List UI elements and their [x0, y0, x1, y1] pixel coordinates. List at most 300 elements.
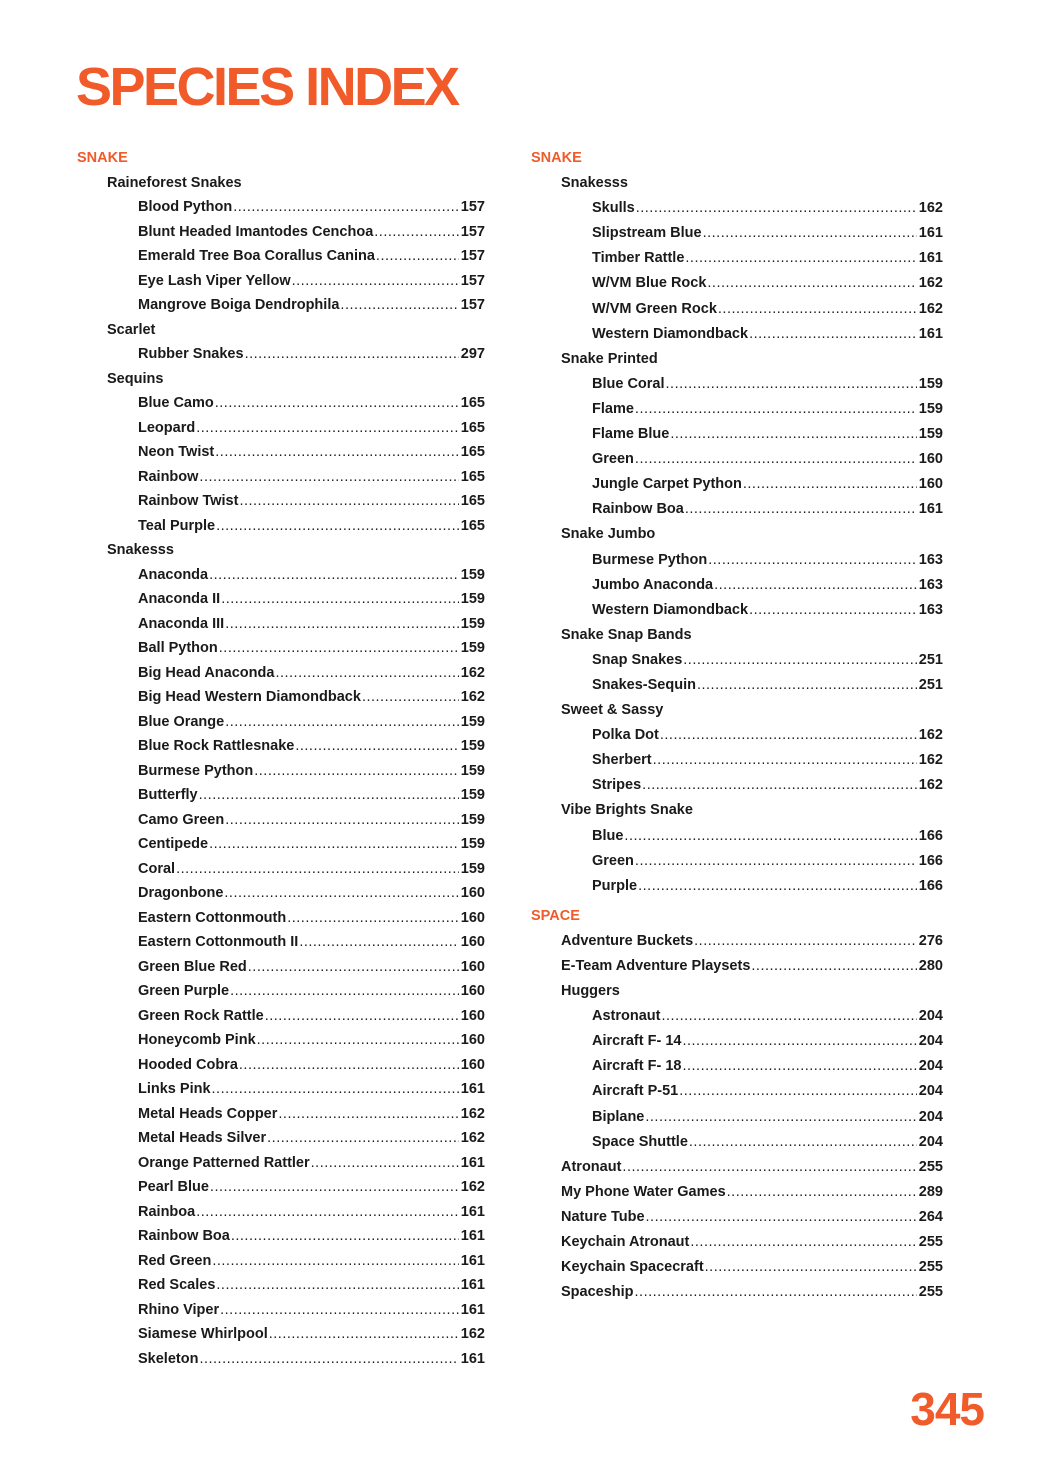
index-entry: [77, 710, 485, 735]
index-entry: [77, 293, 485, 318]
index-group-heading: Vibe Brights Snake: [561, 802, 693, 819]
dot-leader: [653, 748, 917, 773]
dot-leader: [751, 954, 916, 979]
dot-leader: [216, 514, 459, 539]
dot-leader: [749, 322, 917, 347]
index-entry-name: Western Diamondback: [592, 325, 749, 342]
index-entry-page: 204: [918, 1133, 943, 1150]
index-entry-page: 162: [460, 1326, 485, 1342]
index-entry-name: Slipstream Blue: [592, 225, 702, 242]
index-entry: [77, 416, 485, 441]
dot-leader: [269, 1322, 459, 1347]
dot-leader: [299, 930, 458, 955]
index-entry-name: Rainboa: [138, 1203, 196, 1220]
index-entry-page: 160: [918, 476, 943, 493]
index-entry-name: Centipede: [138, 836, 209, 852]
index-entry: [531, 874, 943, 899]
index-entry-page: 251: [918, 651, 943, 668]
dot-leader: [727, 1180, 917, 1205]
index-entry: [77, 1298, 485, 1323]
dot-leader: [292, 269, 459, 294]
index-entry-name: Siamese Whirlpool: [138, 1326, 268, 1342]
index-entry-name: Metal Heads Silver: [138, 1130, 267, 1146]
index-entry-page: 162: [918, 275, 943, 292]
index-entry-page: 165: [460, 444, 485, 460]
index-entry-page: 255: [918, 1158, 943, 1175]
index-entry: [531, 1079, 943, 1104]
index-entry-page: 159: [918, 375, 943, 392]
index-entry-name: Skeleton: [138, 1350, 199, 1367]
index-entry: [531, 1105, 943, 1130]
dot-leader: [278, 1102, 458, 1127]
dot-leader: [636, 196, 917, 221]
index-entry-name: Rainbow Twist: [138, 493, 239, 509]
index-entry-name: Green Blue Red: [138, 958, 247, 975]
index-entry-page: 160: [460, 958, 485, 975]
index-entry: [77, 759, 485, 784]
dot-leader: [362, 685, 459, 710]
index-entry: [77, 734, 485, 759]
index-group-heading: Sequins: [107, 370, 164, 387]
dot-leader: [248, 955, 459, 980]
dot-leader: [635, 849, 917, 874]
index-entry-page: 161: [918, 501, 943, 518]
index-entry-name: Rubber Snakes: [138, 346, 244, 362]
index-entry-name: Blue Coral: [592, 375, 665, 392]
index-entry: [531, 824, 943, 849]
index-entry-name: Leopard: [138, 419, 196, 436]
dot-leader: [682, 1029, 916, 1054]
index-entry-name: Eye Lash Viper Yellow: [138, 272, 291, 289]
index-entry: [77, 489, 485, 514]
index-category-heading: SNAKE: [77, 150, 128, 166]
index-entry-page: 160: [460, 909, 485, 926]
index-group-heading: Sweet & Sassy: [561, 702, 664, 719]
index-entry-page: 161: [460, 1252, 485, 1269]
index-entry-name: Anaconda: [138, 566, 209, 583]
dot-leader: [254, 759, 459, 784]
index-entry-page: 255: [918, 1234, 943, 1251]
index-entry-page: 165: [460, 468, 485, 485]
index-entry: [77, 1249, 485, 1274]
dot-leader: [646, 1205, 917, 1230]
index-entry: [531, 1180, 943, 1205]
index-entry-name: Blue Orange: [138, 713, 225, 730]
index-entry-name: Spaceship: [561, 1284, 634, 1301]
dot-leader: [685, 246, 916, 271]
index-entry-page: 276: [918, 932, 943, 949]
index-entry-page: 159: [460, 762, 485, 779]
dot-leader: [215, 440, 459, 465]
index-group-heading: Snakesss: [561, 175, 628, 192]
index-entry-name: Ball Python: [138, 640, 218, 656]
index-entry-page: 160: [460, 1007, 485, 1024]
index-entry: [77, 1053, 485, 1078]
dot-leader: [199, 465, 458, 490]
dot-leader: [670, 422, 916, 447]
index-group-heading: Snake Snap Bands: [561, 626, 692, 643]
index-entry-page: 162: [460, 1105, 485, 1122]
index-entry: [77, 1273, 485, 1298]
index-entry: [77, 465, 485, 490]
index-entry-page: 161: [460, 1154, 485, 1171]
dot-leader: [196, 1200, 459, 1225]
index-entry-page: 157: [460, 248, 485, 264]
index-entry-page: 160: [460, 1056, 485, 1073]
dot-leader: [635, 1280, 917, 1305]
dot-leader: [661, 1004, 916, 1029]
index-entry-name: Polka Dot: [592, 727, 659, 744]
index-entry: [77, 1102, 485, 1127]
index-entry-name: Orange Patterned Rattler: [138, 1154, 310, 1171]
index-entry-page: 289: [918, 1183, 943, 1200]
index-entry-page: 160: [918, 451, 943, 468]
dot-leader: [645, 1105, 916, 1130]
index-entry-page: 255: [918, 1284, 943, 1301]
index-entry-page: 159: [460, 811, 485, 828]
dot-leader: [212, 1077, 459, 1102]
index-entry-page: 166: [918, 827, 943, 844]
index-entry-name: Green: [592, 852, 634, 869]
dot-leader: [638, 874, 917, 899]
dot-leader: [690, 1230, 916, 1255]
dot-leader: [694, 929, 917, 954]
index-entry: [77, 1028, 485, 1053]
index-entry: [531, 447, 943, 472]
index-entry-name: Rhino Viper: [138, 1301, 220, 1318]
index-entry: [531, 1255, 943, 1280]
index-entry-name: Aircraft F- 14: [592, 1033, 682, 1050]
index-entry-page: 251: [918, 676, 943, 693]
index-entry: [531, 723, 943, 748]
index-entry: [77, 563, 485, 588]
index-group-heading: Scarlet: [107, 321, 156, 338]
index-entry-name: Timber Rattle: [592, 250, 685, 267]
index-group-heading: Snake Printed: [561, 350, 658, 367]
index-entry-name: Atronaut: [561, 1158, 622, 1175]
index-entry: [77, 1077, 485, 1102]
index-entry-page: 162: [460, 1179, 485, 1195]
index-entry-name: Burmese Python: [592, 551, 708, 568]
index-entry-name: Mangrove Boiga Dendrophila: [138, 297, 340, 313]
dot-leader: [265, 1004, 459, 1029]
index-entry-name: Rainbow Boa: [592, 501, 684, 518]
index-entry-page: 162: [918, 752, 943, 769]
index-entry-name: Flame Blue: [592, 426, 670, 443]
index-entry-page: 161: [460, 1228, 485, 1244]
index-entry-name: Emerald Tree Boa Corallus Canina: [138, 248, 375, 264]
dot-leader: [685, 497, 917, 522]
index-entry-name: Coral: [138, 860, 176, 877]
index-column-left: [77, 146, 485, 1371]
index-entry: [77, 342, 485, 367]
index-entry-page: 159: [460, 640, 485, 656]
index-entry-page: 162: [918, 727, 943, 744]
index-entry-name: Jumbo Anaconda: [592, 576, 714, 593]
dot-leader: [295, 734, 458, 759]
dot-leader: [225, 612, 459, 637]
dot-leader: [679, 1079, 917, 1104]
index-entry-page: 161: [460, 1277, 485, 1293]
index-entry-name: Blue Camo: [138, 395, 214, 411]
index-entry-page: 159: [460, 738, 485, 754]
index-entry: [77, 1347, 485, 1372]
index-entry: [77, 906, 485, 931]
index-entry: [531, 1155, 943, 1180]
index-entry: [531, 548, 943, 573]
dot-leader: [707, 271, 916, 296]
index-entry: [531, 221, 943, 246]
index-entry-page: 160: [460, 934, 485, 950]
index-entry: [77, 881, 485, 906]
index-group-heading: Snakesss: [107, 542, 174, 558]
index-entry-page: 264: [918, 1208, 943, 1225]
dot-leader: [708, 548, 917, 573]
dot-leader: [199, 1347, 458, 1372]
index-entry: [77, 1200, 485, 1225]
index-entry-name: Teal Purple: [138, 517, 216, 534]
dot-leader: [209, 563, 459, 588]
index-entry-name: Butterfly: [138, 787, 198, 803]
index-entry: [531, 849, 943, 874]
dot-leader: [705, 1255, 917, 1280]
index-entry: [77, 220, 485, 245]
index-entry-name: Adventure Buckets: [561, 932, 694, 949]
index-entry-name: Aircraft P-51: [592, 1083, 679, 1100]
dot-leader: [245, 342, 459, 367]
index-entry-page: 162: [460, 689, 485, 705]
index-entry-name: Stripes: [592, 777, 642, 794]
index-entry: [77, 391, 485, 416]
index-entry-page: 204: [918, 1008, 943, 1025]
dot-leader: [267, 1126, 459, 1151]
page-title: SPECIES INDEX: [76, 57, 458, 117]
dot-leader: [718, 297, 917, 322]
dot-leader: [311, 1151, 459, 1176]
index-entry: [77, 636, 485, 661]
index-entry-name: Blue Rock Rattlesnake: [138, 738, 295, 754]
dot-leader: [635, 397, 917, 422]
index-entry-page: 165: [460, 517, 485, 534]
dot-leader: [210, 1175, 459, 1200]
index-group-heading: Huggers: [561, 983, 620, 1000]
dot-leader: [199, 783, 459, 808]
index-entry-page: 159: [460, 836, 485, 852]
dot-leader: [697, 673, 917, 698]
index-entry-name: Hooded Cobra: [138, 1056, 238, 1073]
index-entry-page: 297: [460, 346, 485, 362]
dot-leader: [239, 489, 458, 514]
index-entry: [531, 1054, 943, 1079]
index-entry-page: 157: [460, 199, 485, 215]
index-entry-name: Camo Green: [138, 811, 225, 828]
index-entry-name: Blood Python: [138, 199, 233, 215]
index-entry-name: Green Rock Rattle: [138, 1007, 264, 1024]
index-entry-page: 280: [918, 958, 943, 974]
dot-leader: [231, 1224, 459, 1249]
index-entry-page: 163: [918, 551, 943, 568]
index-entry-page: 162: [918, 777, 943, 794]
index-entry-page: 166: [918, 852, 943, 869]
index-entry-page: 161: [918, 225, 943, 242]
index-entry-name: Astronaut: [592, 1008, 661, 1025]
index-entry: [77, 1151, 485, 1176]
index-entry-name: Red Green: [138, 1252, 212, 1269]
index-entry-page: 165: [460, 395, 485, 411]
dot-leader: [219, 636, 459, 661]
index-entry-name: Flame: [592, 400, 634, 417]
index-entry-name: Big Head Western Diamondback: [138, 689, 361, 705]
index-entry: [531, 497, 943, 522]
index-entry-name: W/VM Green Rock: [592, 300, 717, 317]
index-entry: [531, 929, 943, 954]
index-entry: [531, 422, 943, 447]
dot-leader: [221, 587, 459, 612]
dot-leader: [666, 372, 917, 397]
dot-leader: [642, 773, 917, 798]
page-number: 345: [910, 1383, 984, 1435]
index-entry: [531, 954, 943, 979]
index-entry-page: 161: [460, 1301, 485, 1318]
index-entry-name: Anaconda II: [138, 591, 221, 607]
index-entry: [77, 832, 485, 857]
index-category-heading: SPACE: [531, 907, 580, 924]
index-entry-name: Snakes-Sequin: [592, 676, 696, 693]
index-entry-name: Sherbert: [592, 752, 652, 769]
dot-leader: [230, 979, 459, 1004]
index-entry: [531, 397, 943, 422]
index-entry-page: 159: [918, 426, 943, 443]
index-entry-name: Aircraft F- 18: [592, 1058, 682, 1075]
index-entry: [531, 322, 943, 347]
index-entry-page: 166: [918, 877, 943, 894]
index-entry: [77, 244, 485, 269]
index-entry: [531, 1230, 943, 1255]
index-entry: [77, 269, 485, 294]
index-entry: [77, 1004, 485, 1029]
index-entry-page: 159: [460, 860, 485, 877]
index-entry-name: Dragonbone: [138, 885, 224, 901]
index-entry: [531, 673, 943, 698]
index-entry: [531, 1004, 943, 1029]
dot-leader: [220, 1298, 459, 1323]
index-entry-page: 161: [460, 1081, 485, 1097]
index-entry: [77, 685, 485, 710]
dot-leader: [682, 1054, 916, 1079]
index-entry-page: 204: [918, 1108, 943, 1125]
index-entry: [531, 598, 943, 623]
dot-leader: [660, 723, 917, 748]
index-entry-name: Western Diamondback: [592, 601, 749, 618]
index-category-heading: SNAKE: [531, 150, 582, 166]
index-entry: [77, 979, 485, 1004]
index-entry: [77, 808, 485, 833]
index-entry-page: 162: [460, 664, 485, 681]
index-entry-page: 162: [918, 300, 943, 317]
index-entry-name: Nature Tube: [561, 1208, 645, 1225]
index-entry: [77, 955, 485, 980]
dot-leader: [275, 661, 458, 686]
index-entry-page: 204: [918, 1033, 943, 1050]
index-entry: [77, 195, 485, 220]
index-entry-page: 161: [918, 325, 943, 342]
index-entry-name: Keychain Spacecraft: [561, 1259, 704, 1276]
index-entry-name: Metal Heads Copper: [138, 1105, 278, 1122]
index-entry: [531, 748, 943, 773]
index-entry-page: 159: [460, 566, 485, 583]
index-entry-name: W/VM Blue Rock: [592, 275, 707, 292]
index-entry-name: Big Head Anaconda: [138, 664, 275, 681]
index-entry-name: Eastern Cottonmouth II: [138, 934, 299, 950]
index-entry: [77, 661, 485, 686]
dot-leader: [340, 293, 458, 318]
dot-leader: [374, 220, 459, 245]
index-entry-page: 204: [918, 1058, 943, 1075]
dot-leader: [239, 1053, 459, 1078]
index-column-right: [531, 146, 943, 1305]
index-entry-page: 160: [460, 983, 485, 999]
index-entry-name: Keychain Atronaut: [561, 1234, 690, 1251]
index-group-heading: Snake Jumbo: [561, 526, 656, 543]
index-entry-page: 157: [460, 223, 485, 240]
dot-leader: [216, 1273, 458, 1298]
index-entry-name: Space Shuttle: [592, 1133, 688, 1150]
index-entry-page: 160: [460, 885, 485, 901]
index-entry-page: 162: [460, 1130, 485, 1146]
index-entry-page: 159: [460, 713, 485, 730]
index-entry: [531, 372, 943, 397]
dot-leader: [683, 648, 917, 673]
index-entry: [77, 514, 485, 539]
index-entry: [531, 773, 943, 798]
index-entry-name: Green Purple: [138, 983, 230, 999]
index-entry-name: Jungle Carpet Python: [592, 476, 742, 493]
index-entry-name: Neon Twist: [138, 444, 215, 460]
index-entry-name: Pearl Blue: [138, 1179, 209, 1195]
index-entry: [531, 271, 943, 296]
dot-leader: [287, 906, 459, 931]
dot-leader: [703, 221, 917, 246]
index-entry: [531, 1029, 943, 1054]
index-entry-name: Red Scales: [138, 1277, 216, 1293]
index-entry-page: 157: [460, 272, 485, 289]
index-entry-page: 161: [918, 250, 943, 267]
index-entry: [531, 196, 943, 221]
index-entry: [77, 1126, 485, 1151]
index-entry-page: 159: [460, 615, 485, 632]
index-entry-page: 255: [918, 1259, 943, 1276]
index-entry: [531, 1130, 943, 1155]
index-entry: [531, 648, 943, 673]
dot-leader: [714, 573, 917, 598]
dot-leader: [215, 391, 459, 416]
index-entry-page: 159: [918, 400, 943, 417]
index-entry: [77, 587, 485, 612]
dot-leader: [743, 472, 917, 497]
index-entry-name: Rainbow: [138, 468, 199, 485]
index-entry: [77, 612, 485, 637]
index-entry-name: Burmese Python: [138, 762, 254, 779]
index-entry: [531, 573, 943, 598]
index-entry-name: Anaconda III: [138, 615, 225, 632]
index-entry-page: 160: [460, 1032, 485, 1048]
index-entry-name: Blunt Headed Imantodes Cenchoa: [138, 223, 374, 240]
index-entry-page: 165: [460, 419, 485, 436]
dot-leader: [233, 195, 459, 220]
dot-leader: [257, 1028, 459, 1053]
dot-leader: [376, 244, 459, 269]
index-entry: [77, 930, 485, 955]
